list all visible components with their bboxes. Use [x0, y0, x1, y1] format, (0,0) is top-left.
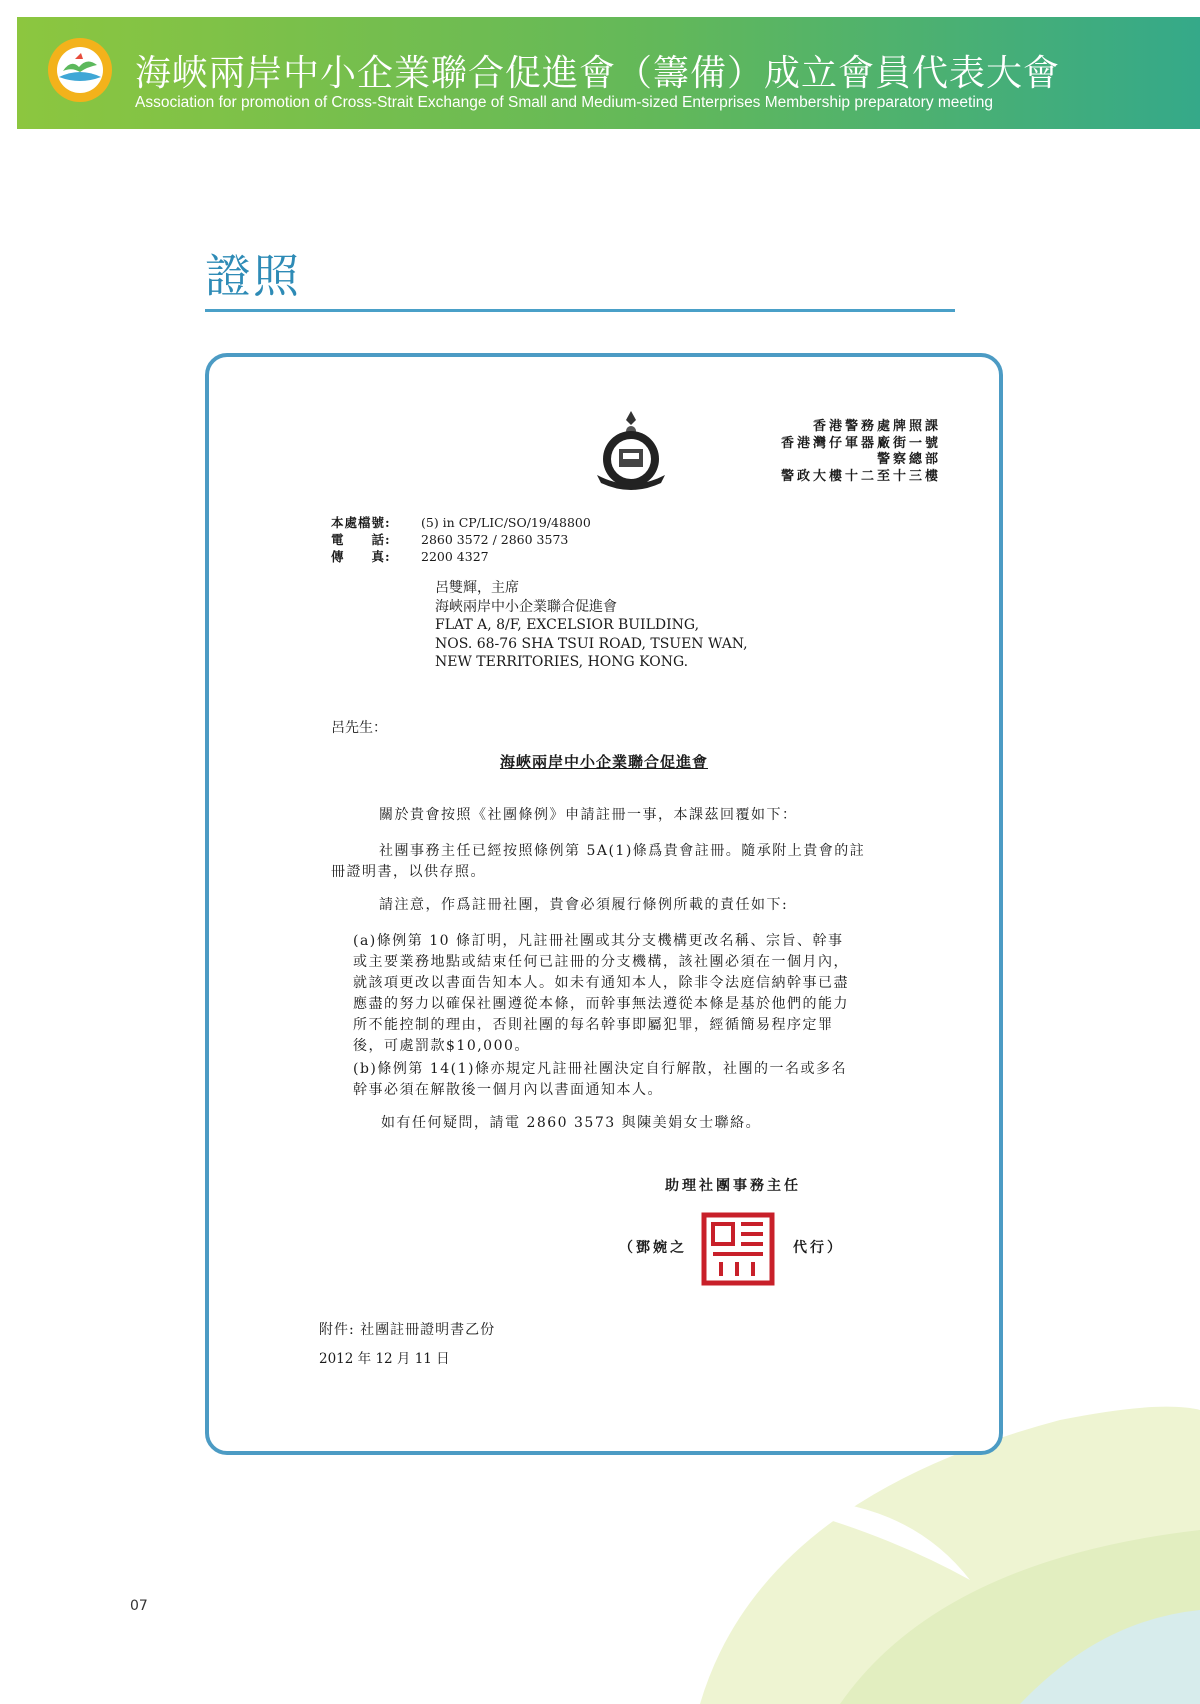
dept-line: 香港灣仔軍器廠街一號: [780, 435, 941, 451]
banner-title-zh: 海峽兩岸中小企業聯合促進會（籌備）成立會員代表大會: [135, 53, 1061, 94]
address-line: NOS. 68-76 SHA TSUI ROAD, TSUEN WAN,: [435, 635, 748, 652]
ref-value: 2200 4327: [421, 549, 489, 564]
title-divider: [205, 309, 955, 312]
obligation-b: (b)條例第 14(1)條亦規定凡註冊社團決定自行解散，社團的一名或多名幹事必須在解散後一個月內以書面通知本人。: [353, 1061, 847, 1098]
reference-block: [331, 514, 591, 565]
ref-value: 2860 3572 / 2860 3573: [421, 532, 569, 547]
ref-value: (5) in CP/LIC/SO/19/48800: [421, 515, 591, 530]
address-line: 呂雙輝，主席: [435, 580, 519, 596]
banner-title-en: Association for promotion of Cross-Strait Exchange of Small and Medium-sized Enterprises Membership preparatory meeting: [135, 94, 994, 111]
page-number: 07: [130, 1598, 148, 1614]
issuing-department: [781, 419, 941, 485]
dept-line: 警察總部: [876, 452, 941, 467]
paragraph-contact: 如有任何疑問，請電 2860 3573 與陳美娟女士聯絡。: [381, 1115, 762, 1131]
address-line: 海峽兩岸中小企業聯合促進會: [435, 598, 617, 615]
ref-label: 本處檔號:: [331, 515, 391, 530]
page-title: 證照: [205, 249, 301, 303]
obligation-a: (a)條例第 10 條訂明，凡註冊社團或其分支機構更改名稱、宗旨、幹事或主要業務地點或結束任何已註冊的分支機構，該社團必須在一個月內，就該項更改以書面告知本人。如未有通知本人，除非令法庭信納幹事已盡應盡的努力以確保社團遵從本條，而幹事無法遵從本條是基於他們的能力所不能控制的理由，否則社團的每名幹事即屬犯罪，經循簡易程序定罪後，可處罰款$10,000。: [353, 933, 849, 1054]
paragraph-registration: 社團事務主任已經按照條例第 5A(1)條爲貴會註冊。隨承附上貴會的註冊證明書，以供存照。: [331, 843, 866, 880]
signature-on-behalf: 代行）: [793, 1240, 844, 1256]
ref-label: 傳 真:: [331, 549, 391, 564]
salutation: 呂先生：: [331, 720, 387, 736]
dept-line: 警政大樓十二至十三樓: [780, 468, 941, 484]
ref-phone: [331, 531, 591, 548]
signature-name: （鄧婉之: [619, 1240, 687, 1256]
letter-date: 2012 年 12 月 11 日: [319, 1351, 450, 1367]
attachment-note: 附件: 社團註冊證明書乙份: [319, 1322, 496, 1338]
ref-label: 電 話:: [331, 532, 391, 547]
association-logo-icon: [47, 37, 113, 103]
paragraph-intro: 關於貴會按照《社團條例》申請註冊一事，本課茲回覆如下：: [379, 807, 798, 823]
recipient-address: [435, 579, 748, 672]
signer-title: 助理社團事務主任: [665, 1178, 801, 1194]
certificate-frame: [205, 353, 1003, 1455]
letter-subject: 海峽兩岸中小企業聯合促進會: [499, 753, 708, 771]
police-letter: [209, 357, 999, 1451]
header-banner: [17, 17, 1200, 129]
dept-line: 香港警務處牌照課: [812, 419, 941, 434]
red-seal-icon: [701, 1212, 775, 1286]
address-line: NEW TERRITORIES, HONG KONG.: [435, 654, 689, 670]
address-line: FLAT A, 8/F, EXCELSIOR BUILDING,: [435, 617, 700, 633]
hong-kong-police-crest-icon: [589, 409, 673, 493]
ref-file-number: [331, 514, 591, 531]
ref-fax: [331, 548, 591, 565]
paragraph-obligations: 請注意，作爲註冊社團，貴會必須履行條例所載的責任如下:: [379, 897, 789, 913]
